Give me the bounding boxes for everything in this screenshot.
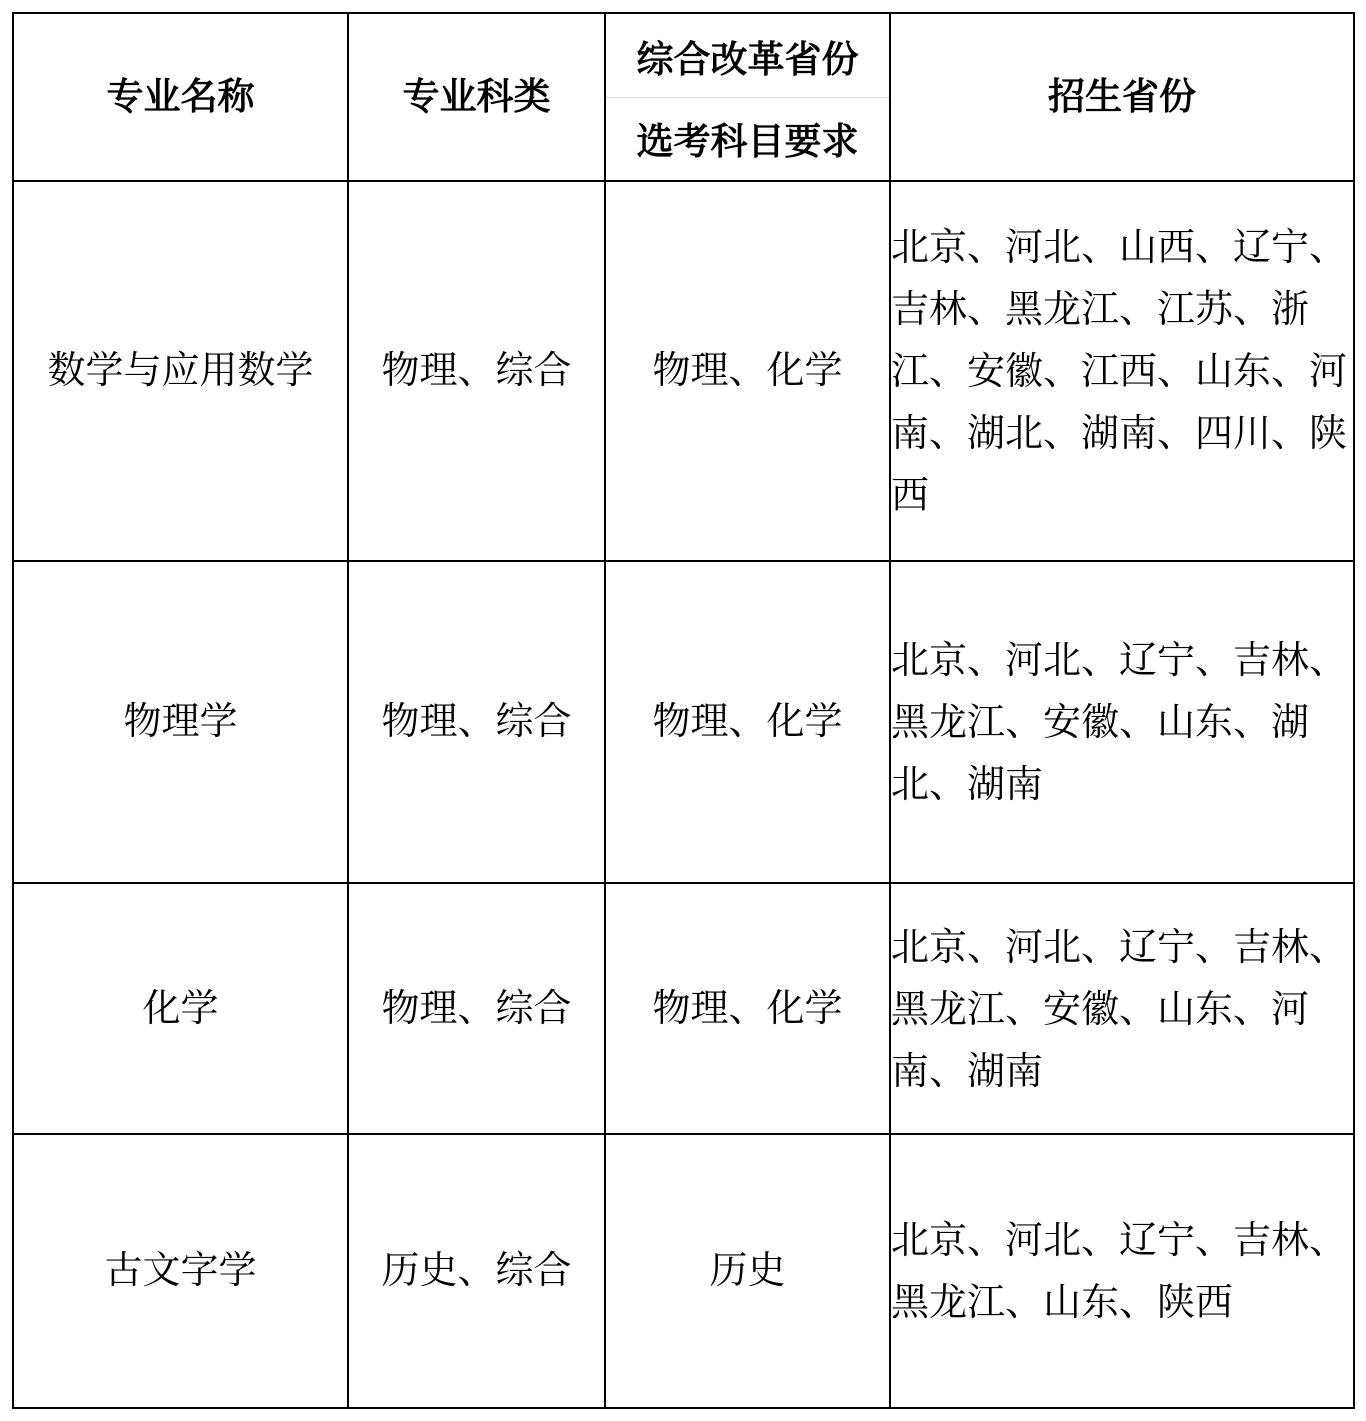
category-value: 物理、综合: [381, 348, 572, 393]
header-major-name-label: 专业名称: [106, 74, 255, 118]
admissions-table: [12, 12, 1355, 1409]
provinces-cell: [890, 181, 1354, 561]
header-reform-line1: 综合改革省份: [606, 15, 889, 98]
requirement-value: 物理、化学: [652, 348, 843, 393]
major-name: 古文字学: [104, 1248, 257, 1293]
header-major-name: [13, 13, 348, 181]
category-value: 物理、综合: [381, 985, 572, 1030]
header-reform-requirement: [605, 13, 890, 181]
category-cell: [348, 883, 605, 1134]
header-category-label: 专业科类: [402, 74, 551, 118]
header-reform-line2: 选考科目要求: [636, 120, 859, 164]
requirement-cell: [605, 181, 890, 561]
category-value: 历史、综合: [381, 1248, 572, 1293]
requirement-cell: [605, 1134, 890, 1408]
requirement-cell: [605, 883, 890, 1134]
major-name: 数学与应用数学: [47, 348, 314, 393]
major-cell: [13, 1134, 348, 1408]
header-provinces-label: 招生省份: [1048, 74, 1196, 118]
header-row: [13, 13, 1354, 181]
provinces-cell: [890, 1134, 1354, 1408]
major-cell: [13, 561, 348, 883]
provinces-value: 北京、河北、辽宁、吉林、黑龙江、山东、陕西: [891, 1218, 1348, 1324]
provinces-value: 北京、河北、辽宁、吉林、黑龙江、安徽、山东、湖北、湖南: [891, 638, 1348, 806]
major-name: 物理学: [123, 699, 238, 744]
provinces-value: 北京、河北、山西、辽宁、吉林、黑龙江、江苏、浙江、安徽、江西、山东、河南、湖北、湖南、四川、陕西: [891, 225, 1348, 517]
requirement-value: 物理、化学: [652, 699, 843, 744]
category-cell: [348, 181, 605, 561]
table-row: [13, 561, 1354, 883]
requirement-cell: [605, 561, 890, 883]
requirement-value: 历史: [709, 1248, 786, 1293]
table-row: [13, 1134, 1354, 1408]
category-cell: [348, 561, 605, 883]
provinces-cell: [890, 561, 1354, 883]
category-value: 物理、综合: [381, 699, 572, 744]
requirement-value: 物理、化学: [652, 985, 843, 1030]
header-provinces: [890, 13, 1354, 181]
provinces-value: 北京、河北、辽宁、吉林、黑龙江、安徽、山东、河南、湖南: [891, 924, 1348, 1093]
major-name: 化学: [142, 985, 219, 1030]
provinces-cell: [890, 883, 1354, 1134]
header-category: [348, 13, 605, 181]
category-cell: [348, 1134, 605, 1408]
table-row: [13, 181, 1354, 561]
major-cell: [13, 181, 348, 561]
table-row: [13, 883, 1354, 1134]
major-cell: [13, 883, 348, 1134]
